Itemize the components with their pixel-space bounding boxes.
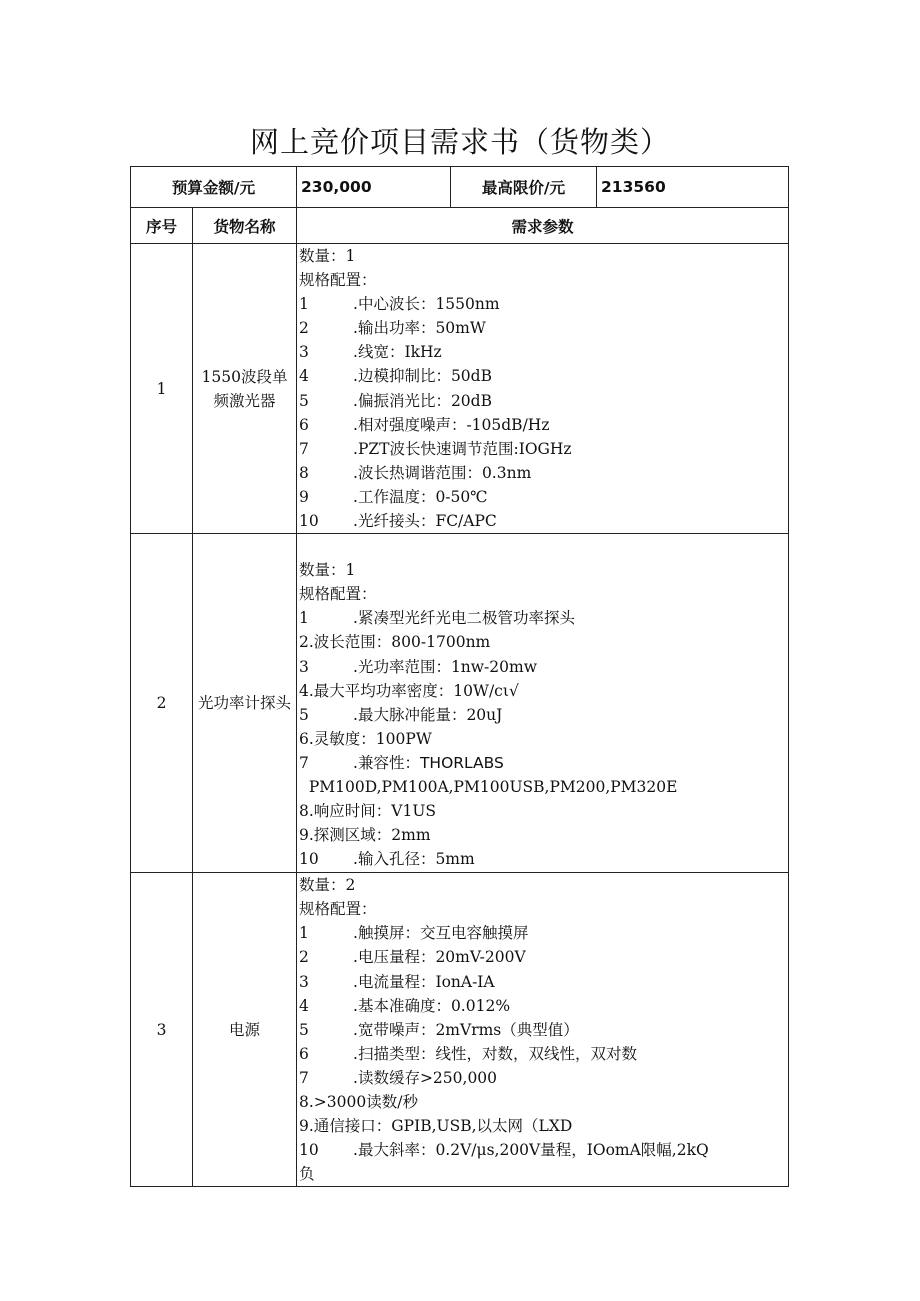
- param-line: [299, 823, 788, 847]
- param-text: .中心波长：1550nm: [353, 295, 500, 314]
- param-index: 7: [299, 753, 309, 772]
- param-text: .兼容性：: [353, 753, 420, 772]
- param-text: .宽带噪声：2mVrms（典型值）: [353, 1020, 579, 1039]
- item-params: [297, 873, 789, 1187]
- param-index: 4: [299, 367, 309, 386]
- param-index: 2: [299, 948, 309, 967]
- param-line: [299, 970, 788, 994]
- param-text: .触摸屏：交互电容触摸屏: [353, 924, 529, 943]
- table-row: [131, 244, 789, 534]
- param-text: 2.波长范围：800-1700nm: [299, 633, 491, 652]
- param-text: .扫描类型：线性，对数，双线性，双对数: [353, 1044, 637, 1063]
- param-line: [299, 945, 788, 969]
- param-line: [299, 873, 788, 897]
- param-line: [299, 268, 788, 292]
- brand-name: THORLABS: [419, 753, 504, 772]
- param-index: 10: [299, 850, 319, 869]
- param-text: PM100D,PM100A,PM100USB,PM200,PM320E: [299, 777, 678, 796]
- param-text: 8.响应时间：V1US: [299, 802, 437, 821]
- param-line: [299, 485, 788, 509]
- param-line: [299, 1090, 788, 1114]
- param-text: .输入孔径：5mm: [353, 850, 475, 869]
- param-line: [299, 340, 788, 364]
- param-line: [299, 582, 788, 606]
- param-line: [299, 413, 788, 437]
- item-name: 光功率计探头: [193, 534, 297, 873]
- param-text: 8.>3000读数/秒: [299, 1092, 418, 1111]
- item-number: 1: [131, 244, 193, 534]
- param-line: [299, 606, 788, 630]
- param-text: .偏振消光比：20dB: [353, 391, 492, 410]
- param-line: [299, 389, 788, 413]
- param-index: 1: [299, 295, 309, 314]
- param-index: 3: [299, 343, 309, 362]
- column-header-row: [131, 208, 789, 244]
- param-line: [299, 847, 788, 871]
- item-number: 3: [131, 873, 193, 1187]
- param-index: 9: [299, 487, 309, 506]
- param-index: 2: [299, 319, 309, 338]
- param-line: [299, 1042, 788, 1066]
- column-header-params: 需求参数: [297, 208, 789, 244]
- param-text: .光纤接头：FC/APC: [353, 512, 497, 531]
- param-line: [299, 461, 788, 485]
- param-text: .光功率范围：1nw-20mw: [353, 657, 537, 676]
- table-row: [131, 873, 789, 1187]
- param-text: .相对强度噪声：-105dB/Hz: [353, 415, 550, 434]
- item-params: [297, 244, 789, 534]
- param-line: [299, 1162, 788, 1186]
- param-line: [299, 727, 788, 751]
- param-text: .PZT波长快速调节范围:IOGHz: [353, 439, 572, 458]
- param-index: 5: [299, 1020, 309, 1039]
- param-line: [299, 509, 788, 533]
- param-index: 10: [299, 512, 319, 531]
- requirements-table: [130, 166, 789, 1187]
- item-name: 1550波段单频激光器: [193, 244, 297, 534]
- param-index: 3: [299, 972, 309, 991]
- param-text: 规格配置：: [299, 900, 377, 919]
- param-text: .线宽：IkHz: [353, 343, 442, 362]
- param-line: [299, 364, 788, 388]
- param-index: 5: [299, 391, 309, 410]
- max-price-label: 最高限价/元: [451, 167, 597, 208]
- param-text: .电压量程：20mV-200V: [353, 948, 526, 967]
- param-index: 7: [299, 439, 309, 458]
- param-text: .工作温度：0-50℃: [353, 487, 488, 506]
- budget-label: 预算金额/元: [131, 167, 297, 208]
- document-title: 网上竞价项目需求书（货物类）: [249, 125, 670, 159]
- param-index: 8: [299, 463, 309, 482]
- param-text: 数量：1: [299, 561, 356, 580]
- param-text: 4.最大平均功率密度：10W/cι√: [299, 681, 519, 700]
- param-line: [299, 1066, 788, 1090]
- param-line: [299, 1114, 788, 1138]
- param-index: 3: [299, 657, 309, 676]
- param-index: 6: [299, 1044, 309, 1063]
- param-text: .输出功率：50mW: [353, 319, 486, 338]
- param-line: [299, 244, 788, 268]
- param-line: [299, 994, 788, 1018]
- param-index: 6: [299, 415, 309, 434]
- max-price-value: 213560: [597, 167, 789, 208]
- budget-row: [131, 167, 789, 208]
- param-line: [299, 316, 788, 340]
- item-number: 2: [131, 534, 193, 873]
- param-line: [299, 775, 788, 799]
- table-row: [131, 534, 789, 873]
- param-text: .紧凑型光纤光电二极管功率探头: [353, 609, 575, 628]
- column-header-no: 序号: [131, 208, 193, 244]
- param-index: 10: [299, 1141, 319, 1160]
- param-line: [299, 897, 788, 921]
- param-text: .波长热调谐范围：0.3nm: [353, 463, 532, 482]
- param-text: 规格配置：: [299, 271, 377, 290]
- param-line: [299, 921, 788, 945]
- column-header-name: 货物名称: [193, 208, 297, 244]
- param-line: [299, 1018, 788, 1042]
- param-line: [299, 799, 788, 823]
- param-text: 数量：2: [299, 876, 356, 895]
- param-index: 4: [299, 996, 309, 1015]
- spacer: [299, 534, 788, 558]
- param-line: [299, 1138, 788, 1162]
- param-line: [299, 655, 788, 679]
- param-text: 负: [299, 1165, 315, 1184]
- param-line: [299, 292, 788, 316]
- param-text: 9.探测区域：2mm: [299, 826, 431, 845]
- param-index: 1: [299, 924, 309, 943]
- param-text: .电流量程：IonA-IA: [353, 972, 495, 991]
- param-text: 数量：1: [299, 247, 356, 265]
- param-index: 5: [299, 705, 309, 724]
- param-line: [299, 751, 788, 775]
- param-text: .最大斜率：0.2V/μs,200V量程，IOomA限幅,2kQ: [353, 1141, 709, 1160]
- param-text: 9.通信接口：GPIB,USB,以太网（LXD: [299, 1117, 573, 1136]
- param-line: [299, 679, 788, 703]
- item-name: 电源: [193, 873, 297, 1187]
- param-text: .最大脉冲能量：20uJ: [353, 705, 503, 724]
- budget-value: 230,000: [297, 167, 451, 208]
- item-params: [297, 534, 789, 873]
- param-text: 规格配置：: [299, 585, 377, 604]
- param-index: 1: [299, 609, 309, 628]
- param-text: 6.灵敏度：100PW: [299, 729, 432, 748]
- param-text: .读数缓存>250,000: [353, 1068, 498, 1087]
- param-line: [299, 630, 788, 654]
- param-text: .边模抑制比：50dB: [353, 367, 492, 386]
- param-line: [299, 437, 788, 461]
- param-index: 7: [299, 1068, 309, 1087]
- param-line: [299, 558, 788, 582]
- param-text: .基本准确度：0.012%: [353, 996, 511, 1015]
- param-line: [299, 703, 788, 727]
